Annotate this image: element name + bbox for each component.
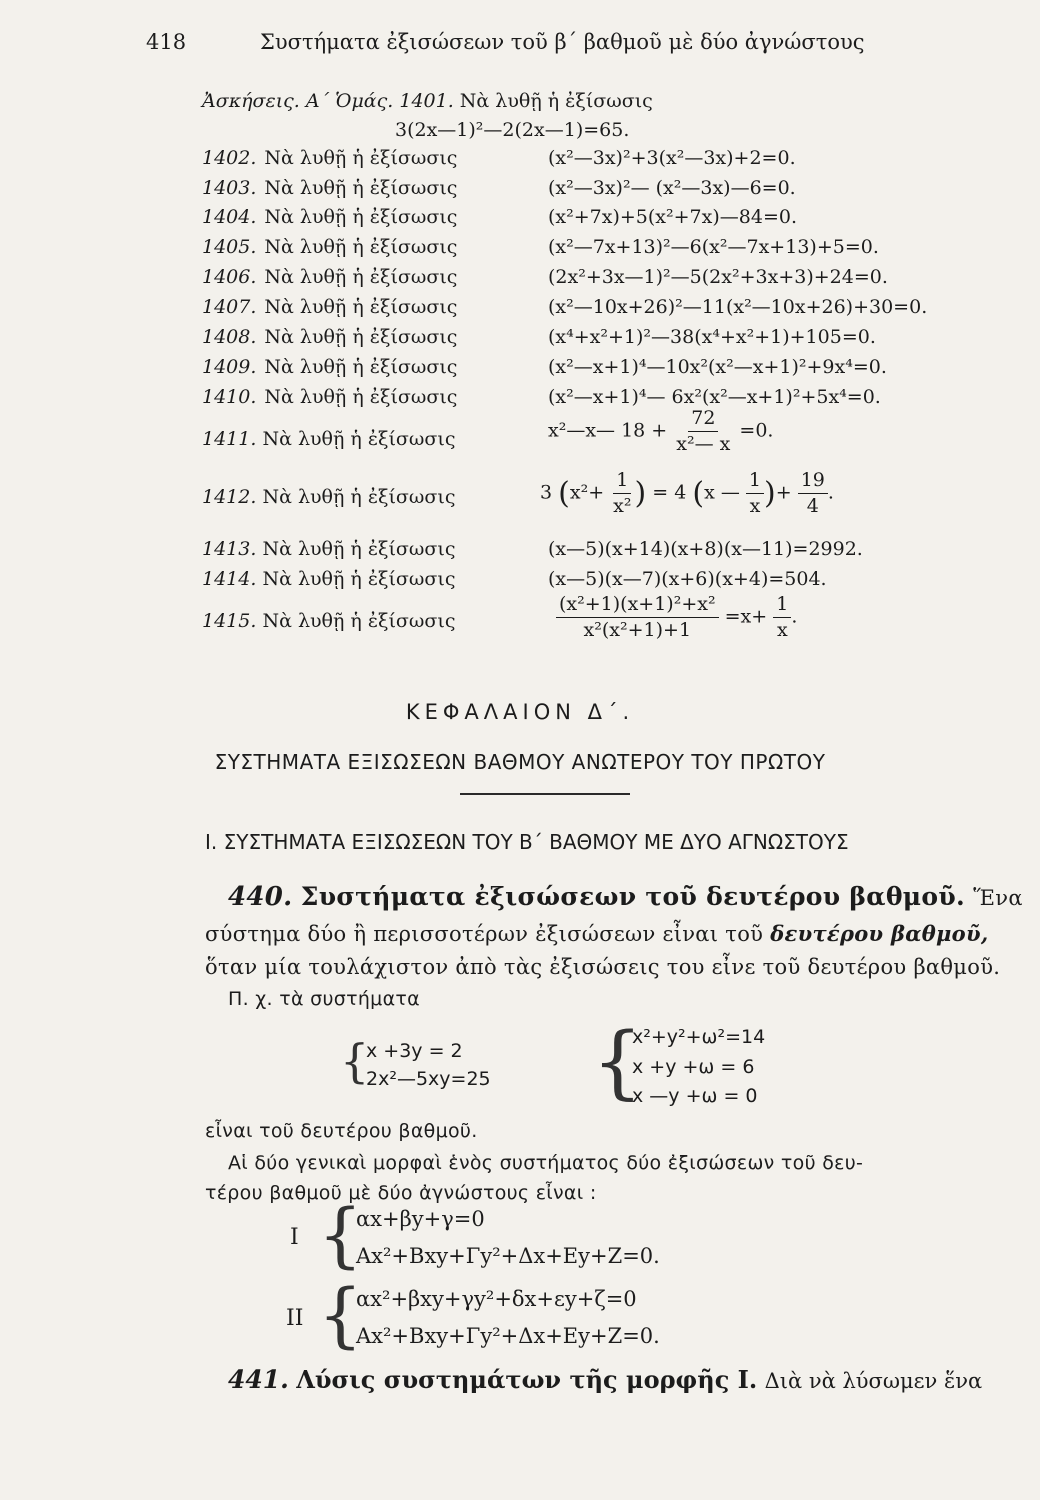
exercise-row bbox=[202, 147, 457, 169]
paragraph-440-line-3: ὅταν μία τουλάχιστον ἀπὸ τὰς ἐξισώσεις του εἶνε τοῦ δευτέρου βαθμοῦ. bbox=[205, 955, 1001, 979]
exercise-1413-equation: (x—5)(x+14)(x+8)(x—11)=2992. bbox=[548, 538, 863, 560]
exercise-text: Νὰ λυθῇ ἡ ἐξίσωσις bbox=[262, 486, 456, 508]
system-2-eq-2: x +y +ω = 6 bbox=[632, 1056, 755, 1078]
exercise-text: Νὰ λυθῇ ἡ ἐξίσωσις bbox=[264, 236, 458, 258]
fraction-denominator: x²— x bbox=[676, 432, 731, 455]
fraction-denominator: x bbox=[749, 494, 761, 517]
exercise-row bbox=[202, 177, 457, 199]
brace-icon: { bbox=[340, 1034, 370, 1088]
fraction-numerator: 1 bbox=[746, 470, 764, 494]
fraction-denominator: x bbox=[776, 618, 788, 641]
brace-icon: { bbox=[592, 1015, 643, 1108]
exercise-number: 1403. bbox=[202, 177, 257, 199]
exercise-1412-label bbox=[202, 486, 455, 508]
paragraph-440-line-7: τέρου βαθμοῦ μὲ δύο ἀγνώστους εἶναι : bbox=[205, 1182, 597, 1204]
exercise-row bbox=[202, 386, 457, 408]
chapter-title: ΚΕΦΑΛΑΙΟΝ Δ΄. bbox=[405, 700, 635, 724]
exercise-text: Νὰ λυθῇ ἡ ἐξίσωσις bbox=[262, 538, 456, 560]
form-1-eq-2: Ax²+Bxy+Γy²+Δx+Ey+Z=0. bbox=[356, 1244, 660, 1268]
exercise-number: 1412. bbox=[202, 486, 257, 508]
exercise-1401-text: Νὰ λυθῇ ἡ ἐξίσωσις bbox=[459, 90, 653, 112]
divider-rule bbox=[460, 793, 630, 795]
exercise-text: Νὰ λυθῇ ἡ ἐξίσωσις bbox=[264, 266, 458, 288]
fraction bbox=[773, 594, 791, 641]
section-heading: Ι. ΣΥΣΤΗΜΑΤΑ ΕΞΙΣΩΣΕΩΝ ΤΟΥ Β΄ ΒΑΘΜΟΥ ΜΕ ΔΥΟ ΑΓΝΩΣΤΟΥΣ bbox=[205, 830, 849, 854]
page-number: 418 bbox=[146, 30, 187, 54]
exercise-1411-label bbox=[202, 428, 455, 450]
exercise-number: 1410. bbox=[202, 386, 257, 408]
exercise-number: 1414. bbox=[202, 568, 257, 590]
exercise-row bbox=[202, 236, 457, 258]
exercise-text: Νὰ λυθῇ ἡ ἐξίσωσις bbox=[264, 386, 458, 408]
exercise-equation: (x²—3x)²+3(x²—3x)+2=0. bbox=[548, 147, 796, 169]
exercise-text: Νὰ λυθῇ ἡ ἐξίσωσις bbox=[264, 147, 458, 169]
exercise-equation: (x²—10x+26)²—11(x²—10x+26)+30=0. bbox=[548, 296, 928, 318]
exercise-text: Νὰ λυθῇ ἡ ἐξίσωσις bbox=[264, 356, 458, 378]
exercise-1411-equation bbox=[548, 408, 773, 455]
form-1-eq-1: αx+βy+γ=0 bbox=[356, 1207, 485, 1231]
exercise-row bbox=[202, 206, 457, 228]
paren: ( bbox=[558, 475, 570, 511]
exercise-row bbox=[202, 266, 457, 288]
fraction bbox=[798, 470, 828, 517]
chapter-subtitle: ΣΥΣΤΗΜΑΤΑ ΕΞΙΣΩΣΕΩΝ ΒΑΘΜΟΥ ΑΝΩΤΕΡΟΥ ΤΟΥ ΠΡΩΤΟΥ bbox=[214, 750, 826, 774]
eq-part: . bbox=[791, 605, 798, 628]
paragraph-emphasis: δευτέρου βαθμοῦ, bbox=[770, 921, 989, 946]
brace-icon: { bbox=[318, 1194, 363, 1276]
paren: ) bbox=[634, 475, 647, 511]
exercise-1413-label bbox=[202, 538, 455, 560]
exercise-equation: (x²—7x+13)²—6(x²—7x+13)+5=0. bbox=[548, 236, 879, 258]
eq-part: = 4 bbox=[652, 481, 687, 504]
exercise-number: 1404. bbox=[202, 206, 257, 228]
exercise-equation: (x⁴+x²+1)²—38(x⁴+x²+1)+105=0. bbox=[548, 326, 876, 348]
system-2-eq-1: x²+y²+ω²=14 bbox=[632, 1026, 766, 1048]
exercise-equation: (2x²+3x—1)²—5(2x²+3x+3)+24=0. bbox=[548, 266, 888, 288]
fraction bbox=[673, 408, 733, 455]
eq-part: x²—x— 18 + bbox=[548, 419, 668, 442]
exercise-number: 1411. bbox=[202, 428, 257, 450]
fraction bbox=[746, 470, 764, 517]
system-1-eq-1: x +3y = 2 bbox=[366, 1040, 463, 1062]
paren: ( bbox=[692, 475, 705, 511]
exercise-number: 1413. bbox=[202, 538, 257, 560]
brace-icon: { bbox=[318, 1274, 363, 1356]
paragraph-number: 440. bbox=[228, 882, 293, 912]
fraction-denominator: 4 bbox=[806, 494, 819, 517]
exercise-1401-equation: 3(2x—1)²—2(2x—1)=65. bbox=[395, 119, 630, 141]
form-2-eq-2: Ax²+Bxy+Γy²+Δx+Ey+Z=0. bbox=[356, 1324, 660, 1348]
exercise-text: Νὰ λυθῇ ἡ ἐξίσωσις bbox=[264, 326, 458, 348]
paragraph-text: Ἕνα bbox=[973, 886, 1023, 910]
exercise-text: Νὰ λυθῇ ἡ ἐξίσωσις bbox=[264, 206, 458, 228]
eq-part: =x+ bbox=[724, 605, 768, 628]
exercise-number: 1402. bbox=[202, 147, 257, 169]
eq-part: . bbox=[827, 481, 834, 504]
paragraph-441 bbox=[228, 1365, 982, 1394]
exercise-text: Νὰ λυθῇ ἡ ἐξίσωσις bbox=[264, 296, 458, 318]
running-title: Συστήματα ἐξισώσεων τοῦ β΄ βαθμοῦ μὲ δύο ἀγνώστους bbox=[260, 30, 865, 54]
exercise-row bbox=[202, 296, 457, 318]
exercise-1415-label bbox=[202, 610, 455, 632]
fraction-denominator: x²(x²+1)+1 bbox=[583, 618, 692, 641]
eq-part: x²+ bbox=[569, 481, 605, 504]
system-1-eq-2: 2x²—5xy=25 bbox=[366, 1068, 491, 1090]
exercise-number: 1406. bbox=[202, 266, 257, 288]
form-1-label: I bbox=[290, 1225, 299, 1250]
exercise-equation: (x²—x+1)⁴— 6x²(x²—x+1)²+5x⁴=0. bbox=[548, 386, 881, 408]
eq-part: x — bbox=[704, 481, 740, 504]
exercise-row bbox=[202, 326, 457, 348]
exercise-row bbox=[202, 356, 457, 378]
exercise-1415-equation bbox=[556, 594, 797, 641]
exercise-number: 1415. bbox=[202, 610, 257, 632]
exercise-number: 1409. bbox=[202, 356, 257, 378]
paragraph-heading: Συστήματα ἐξισώσεων τοῦ δευτέρου βαθμοῦ. bbox=[300, 882, 966, 911]
exercise-number: 1407. bbox=[202, 296, 257, 318]
eq-part: =0. bbox=[739, 419, 774, 442]
fraction bbox=[556, 594, 719, 641]
paragraph-heading: Λύσις συστημάτων τῆς μορφῆς I. bbox=[296, 1365, 758, 1394]
exercise-number: 1408. bbox=[202, 326, 257, 348]
paragraph-440-heading bbox=[228, 882, 1023, 912]
fraction-numerator: 72 bbox=[688, 408, 718, 432]
eq-part: 3 bbox=[540, 481, 553, 504]
exercise-text: Νὰ λυθῇ ἡ ἐξίσωσις bbox=[262, 568, 456, 590]
fraction bbox=[610, 470, 634, 517]
fraction-denominator: x² bbox=[613, 494, 632, 517]
fraction-numerator: 19 bbox=[798, 470, 828, 494]
form-2-label: II bbox=[286, 1306, 304, 1331]
paragraph-440-line-4: Π. χ. τὰ συστήματα bbox=[228, 988, 420, 1010]
fraction-numerator: 1 bbox=[773, 594, 791, 618]
exercise-1401 bbox=[202, 90, 653, 112]
paragraph-440-line-2 bbox=[205, 921, 988, 946]
exercise-text: Νὰ λυθῇ ἡ ἐξίσωσις bbox=[262, 428, 456, 450]
fraction-numerator: 1 bbox=[613, 470, 631, 494]
exercise-1412-equation bbox=[540, 470, 834, 517]
exercise-equation: (x²—3x)²— (x²—3x)—6=0. bbox=[548, 177, 796, 199]
exercise-1414-label bbox=[202, 568, 455, 590]
paragraph-440-line-6: Αἱ δύο γενικαὶ μορφαὶ ἑνὸς συστήματος δύο ἐξισώσεων τοῦ δευ- bbox=[228, 1152, 864, 1174]
exercise-text: Νὰ λυθῇ ἡ ἐξίσωσις bbox=[264, 177, 458, 199]
paragraph-text: Διὰ νὰ λύσωμεν ἕνα bbox=[764, 1369, 983, 1393]
eq-part: + bbox=[775, 481, 792, 504]
paren: ) bbox=[764, 475, 776, 511]
form-2-eq-1: αx²+βxy+γy²+δx+εy+ζ=0 bbox=[356, 1287, 637, 1311]
paragraph-440-line-5: εἶναι τοῦ δευτέρου βαθμοῦ. bbox=[205, 1120, 478, 1142]
exercise-number: 1405. bbox=[202, 236, 257, 258]
exercise-equation: (x²+7x)+5(x²+7x)—84=0. bbox=[548, 206, 797, 228]
paragraph-text: σύστημα δύο ἢ περισσοτέρων ἐξισώσεων εἶναι τοῦ bbox=[205, 922, 764, 946]
fraction-numerator: (x²+1)(x+1)²+x² bbox=[556, 594, 719, 618]
paragraph-number: 441. bbox=[228, 1365, 289, 1394]
exercise-text: Νὰ λυθῇ ἡ ἐξίσωσις bbox=[262, 610, 456, 632]
exercises-intro: Ἀσκήσεις. Α΄ Ὁμάς. 1401. bbox=[202, 90, 454, 112]
exercise-equation: (x²—x+1)⁴—10x²(x²—x+1)²+9x⁴=0. bbox=[548, 356, 887, 378]
exercise-1414-equation: (x—5)(x—7)(x+6)(x+4)=504. bbox=[548, 568, 827, 590]
system-2-eq-3: x —y +ω = 0 bbox=[632, 1085, 758, 1107]
